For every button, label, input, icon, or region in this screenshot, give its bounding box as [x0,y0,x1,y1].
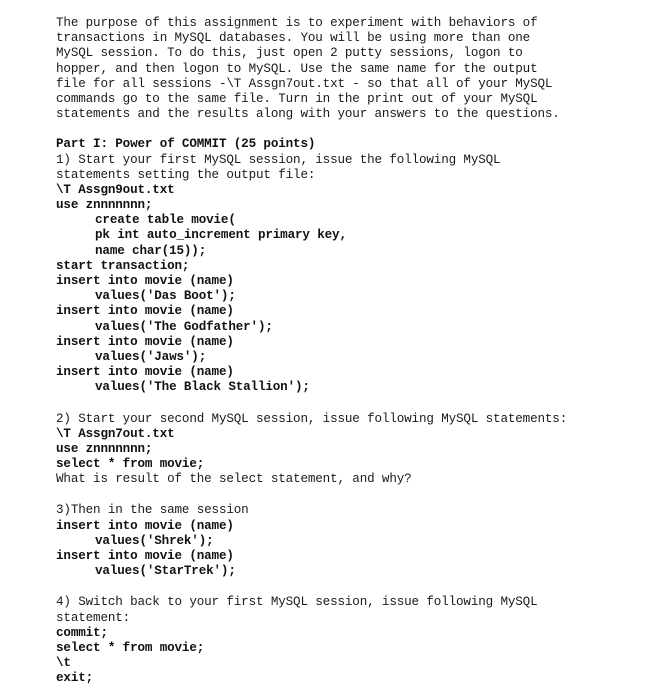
step4-instruction: statement: [56,610,131,625]
select-command: select * from movie; [56,457,205,472]
select-command: select * from movie; [56,640,205,655]
assignment-document [56,16,656,687]
insert-command: insert into movie (name) [56,365,234,380]
intro-line: transactions in MySQL databases. You will be using more than one [56,31,531,46]
use-command: use znnnnnnn; [56,198,153,213]
insert-values: values('StarTrek'); [95,564,236,579]
insert-command: insert into movie (name) [56,518,234,533]
step4 [56,595,656,686]
intro-line: file for all sessions -\T Assgn7out.txt - so that all of your MySQL [56,76,553,91]
part1-heading: Part I: Power of COMMIT (25 points) [56,137,316,152]
create-table-line: name char(15)); [95,243,207,258]
tee-command: \T Assgn9out.txt [56,182,175,197]
insert-values: values('Shrek'); [95,533,214,548]
insert-command: insert into movie (name) [56,304,234,319]
insert-command: insert into movie (name) [56,274,234,288]
step1-instruction: statements setting the output file: [56,167,316,182]
step3 [56,503,656,579]
intro-line: commands go to the same file. Turn in the print out of your MySQL [56,91,538,106]
step2 [56,412,656,488]
exit-command: exit; [56,671,94,686]
intro-paragraph [56,16,656,122]
step3-instruction: 3)Then in the same session [56,503,249,518]
step1 [56,153,656,396]
step2-question: What is result of the select statement, and why? [56,472,412,487]
step2-instruction: 2) Start your second MySQL session, issue following MySQL statements: [56,411,568,426]
intro-line: The purpose of this assignment is to experiment with behaviors of [56,16,538,30]
step1-instruction: 1) Start your first MySQL session, issue the following MySQL [56,152,501,167]
use-command: use znnnnnnn; [56,441,153,456]
start-transaction-command: start transaction; [56,258,190,273]
insert-command: insert into movie (name) [56,549,234,563]
notee-command: \t [56,656,71,671]
create-table-line: create table movie( [95,213,236,228]
commit-command: commit; [56,625,108,640]
intro-line: hopper, and then logon to MySQL. Use the same name for the output [56,61,538,76]
step4-instruction: 4) Switch back to your first MySQL session, issue following MySQL [56,595,538,610]
insert-values: values('Das Boot'); [95,289,236,304]
tee-command: \T Assgn7out.txt [56,426,175,441]
insert-values: values('The Black Stallion'); [95,380,310,395]
insert-values: values('The Godfather'); [95,319,273,334]
insert-values: values('Jaws'); [95,349,207,364]
insert-command: insert into movie (name) [56,334,234,349]
intro-line: statements and the results along with your answers to the questions. [56,107,560,122]
create-table-line: pk int auto_increment primary key, [95,228,347,243]
intro-line: MySQL session. To do this, just open 2 putty sessions, logon to [56,46,523,61]
